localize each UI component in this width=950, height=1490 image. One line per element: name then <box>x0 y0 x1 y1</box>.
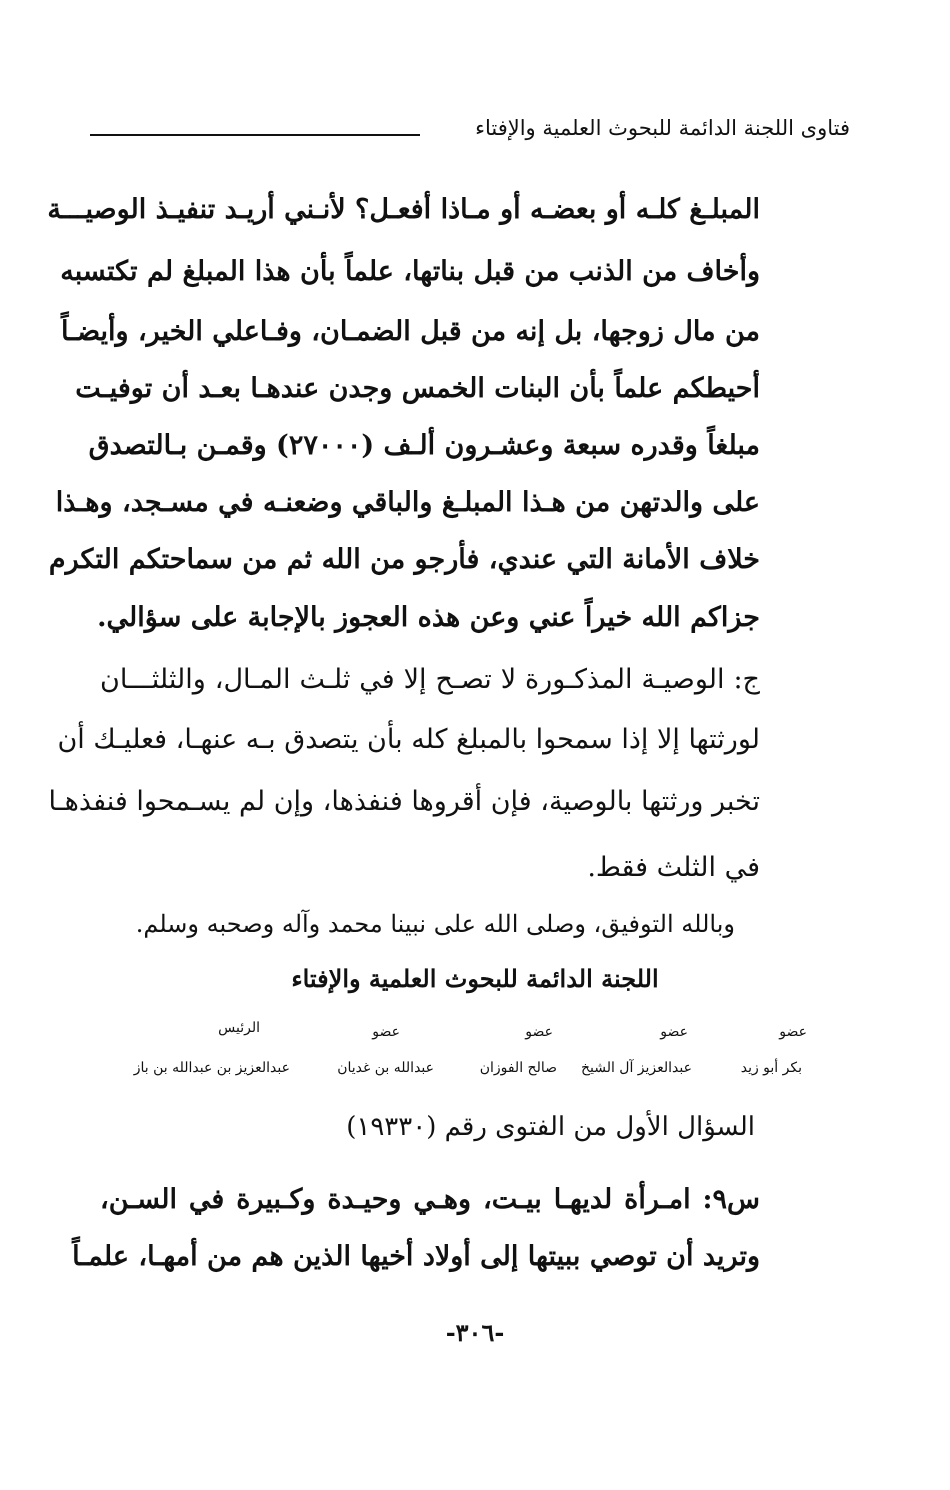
signatory-role: الرئيس <box>218 1020 260 1036</box>
page-number: -٣٠٦- <box>445 1318 505 1347</box>
signatory-name: بكر أبو زيد <box>740 1060 802 1076</box>
question-line: أحيطكم علماً بأن البنات الخمس وجدن عندهـا بعـد أن توفيـت <box>75 373 760 404</box>
question-line: على والدتهن من هـذا المبلـغ والباقي وضعنـه في مسـجد، وهـذا <box>55 487 760 518</box>
question-line: مبلغاً وقدره سبعة وعشـرون ألـف (٢٧٠٠٠) وقمـن بـالتصدق <box>88 430 760 461</box>
next-question-line: وتريد أن توصي ببيتها إلى أولاد أخيها الذين هم من أمهـا، علمـاً <box>72 1241 760 1272</box>
signatory-role: عضو <box>525 1024 553 1040</box>
next-question-line: س٩: امـرأة لديهـا بيـت، وهـي وحيـدة وكـبيرة في السـن، <box>100 1184 760 1215</box>
question-line: المبلـغ كلـه أو بعضـه أو مـاذا أفعـل؟ لأنـني أريـد تنفيـذ الوصيـــة <box>47 194 760 225</box>
closing-prayer: وبالله التوفيق، وصلى الله على نبينا محمد وآله وصحبه وسلم. <box>135 910 735 938</box>
committee-name: اللجنة الدائمة للبحوث العلمية والإفتاء <box>291 964 659 993</box>
header-rule <box>90 134 420 136</box>
signatory-role: عضو <box>372 1024 400 1040</box>
signatory-role: عضو <box>779 1024 807 1040</box>
signatory-role: عضو <box>660 1024 688 1040</box>
answer-line: ج: الوصيـة المذكـورة لا تصـح إلا في ثلـث المـال، والثلثـــان <box>100 664 760 695</box>
question-line: خلاف الأمانة التي عندي، فأرجو من الله ثم من سماحتكم التكرم <box>48 544 760 575</box>
question-line: وأخاف من الذنب من قبل بناتها، علماً بأن هذا المبلغ لم تكتسبه <box>60 256 760 287</box>
signatory-name: عبدالله بن غديان <box>337 1060 434 1076</box>
answer-line: تخبر ورثتها بالوصية، فإن أقروها فنفذها، وإن لم يسـمحوا فنفذهـا <box>48 786 760 817</box>
question-line: جزاكم الله خيراً عني وعن هذه العجوز بالإجابة على سؤالي. <box>97 602 760 633</box>
fatwa-title: السؤال الأول من الفتوى رقم (١٩٣٣٠) <box>346 1112 755 1142</box>
answer-line: في الثلث فقط. <box>587 852 760 883</box>
signatory-name: صالح الفوزان <box>479 1060 557 1076</box>
page-header <box>90 112 850 152</box>
signatory-name: عبدالعزيز آل الشيخ <box>580 1060 692 1076</box>
signatory-name: عبدالعزيز بن عبدالله بن باز <box>133 1060 290 1076</box>
question-line: من مال زوجها، بل إنه من قبل الضمـان، وفـاعلي الخير، وأيضـاً <box>60 316 760 347</box>
header-title: فتاوى اللجنة الدائمة للبحوث العلمية والإفتاء <box>475 116 850 140</box>
answer-line: لورثتها إلا إذا سمحوا بالمبلغ كله بأن يتصدق بـه عنهـا، فعليـك أن <box>57 724 760 755</box>
